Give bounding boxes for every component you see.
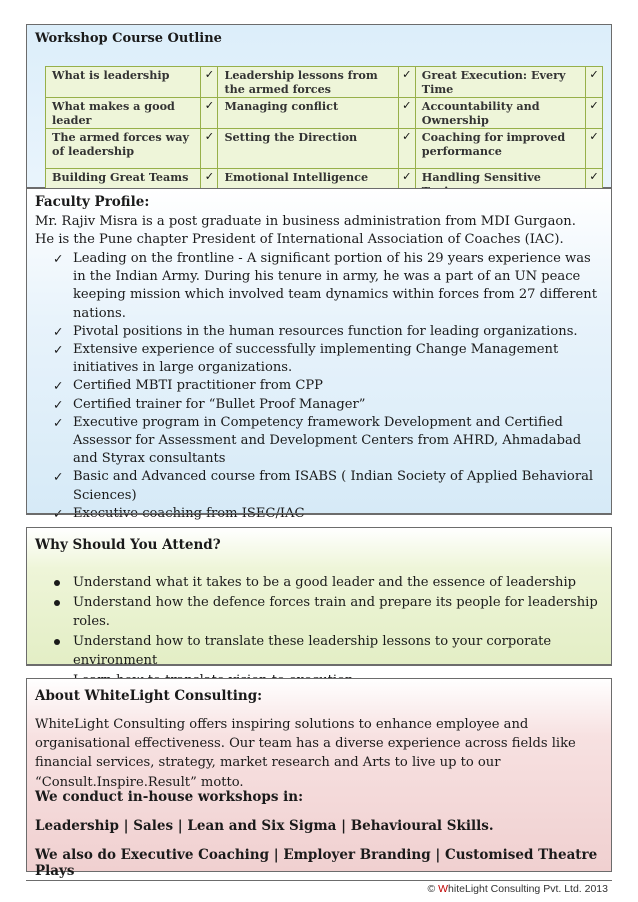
faculty-intro: [35, 213, 576, 249]
check-icon: ✓: [53, 414, 64, 430]
faculty-credential-text: Certified MBTI practitioner from CPP: [73, 378, 323, 394]
check-icon: ✓: [53, 396, 64, 412]
outline-topic: Coaching for improved performance: [415, 129, 585, 169]
why-attend-text: Understand how to translate these leadership lessons to your corporate environment: [73, 633, 552, 669]
faculty-credential-item: [35, 377, 605, 395]
faculty-credential-text: Basic and Advanced course from ISABS ( Indian Society of Applied Behavioral Sciences): [73, 469, 594, 503]
check-icon: ✓: [586, 67, 603, 98]
outline-topic: Accountability and Ownership: [415, 98, 585, 129]
why-attend-section: [26, 527, 612, 669]
faculty-credential-text: Executive program in Competency framework Development and Certified Assessor for Assessment and Development Centers from AHRD, Ahmadabad and Styrax consultants: [73, 414, 582, 467]
check-icon: ✓: [201, 67, 218, 98]
faculty-credential-item: [35, 250, 605, 323]
faculty-credential-item: [35, 396, 605, 414]
about-section: [26, 678, 612, 879]
check-icon: ✓: [53, 251, 64, 266]
check-icon: ✓: [398, 169, 415, 200]
why-attend-title: Why Should You Attend?: [35, 537, 221, 553]
faculty-intro-line-2: He is the Pune chapter President of International Association of Coaches (IAC).: [35, 232, 564, 248]
outline-topic: What is leadership: [46, 67, 201, 98]
outline-topic: Leadership lessons from the armed forces: [218, 67, 398, 98]
faculty-credential-text: Certified trainer for “Bullet Proof Manager”: [73, 396, 366, 412]
outline-row: [46, 67, 603, 98]
faculty-credentials-list: [35, 250, 605, 523]
faculty-credential-item: [35, 323, 605, 341]
outline-row: [46, 129, 603, 169]
faculty-credential-text: Pivotal positions in the human resources function for leading organizations.: [73, 323, 578, 339]
outline-topic: Emotional Intelligence: [218, 169, 398, 200]
bullet-icon: [54, 600, 60, 606]
check-icon: ✓: [53, 469, 64, 485]
faculty-credential-text: Executive coaching from ISEC/IAC: [73, 505, 305, 521]
faculty-intro-line-1: Mr. Rajiv Misra is a post graduate in business administration from MDI Gurgaon.: [35, 214, 576, 229]
check-icon: ✓: [53, 342, 64, 358]
divider: [26, 664, 612, 665]
check-icon: ✓: [586, 169, 603, 200]
outline-topic: What makes a good leader: [46, 98, 201, 129]
outline-topic: Great Execution: Every Time: [415, 67, 585, 98]
check-icon: ✓: [398, 129, 415, 169]
copyright-footer: [427, 883, 608, 895]
why-attend-text: Understand what it takes to be a good leader and the essence of leadership: [73, 575, 577, 590]
check-icon: ✓: [586, 98, 603, 129]
why-attend-list: [35, 573, 605, 691]
outline-topic: Building Great Teams: [46, 169, 201, 200]
check-icon: ✓: [201, 169, 218, 200]
check-icon: ✓: [201, 98, 218, 129]
why-attend-text: Understand how the defence forces train and prepare its people for leadership roles.: [73, 594, 598, 630]
course-outline-title: Workshop Course Outline: [35, 31, 222, 46]
brand-initial: W: [438, 883, 449, 895]
divider: [26, 513, 612, 514]
outline-topic: The armed forces way of leadership: [46, 129, 201, 169]
about-body: WhiteLight Consulting offers inspiring solutions to enhance employee and organisational effectiveness. Our team has a diverse experience across fields like financial services, strategy, market research and Arts to live up to our “Consult.Inspire.Result” motto.: [35, 717, 576, 790]
outline-row: [46, 98, 603, 129]
faculty-credential-item: [35, 468, 605, 504]
faculty-credential-item: [35, 414, 605, 469]
outline-topic: Handling Sensitive: [415, 169, 585, 200]
check-icon: ✓: [201, 129, 218, 169]
other-services: We also do Executive Coaching | Employer Branding | Customised Theatre Plays: [35, 847, 598, 879]
faculty-credential-text: Extensive experience of successfully implementing Change Management initiatives in large organizations.: [73, 342, 559, 376]
workshop-topics: Leadership | Sales | Lean and Six Sigma | Behavioural Skills.: [35, 818, 494, 834]
check-icon: ✓: [398, 98, 415, 129]
faculty-credential-text: Leading on the frontline - A significant portion of his 29 years experience was in the Indian Army. During his tenure in army, he was a part of an UN peace keeping mission which involved team dynamics within forces from 27 different nations.: [73, 251, 597, 321]
faculty-profile-title: Faculty Profile:: [35, 194, 150, 210]
bullet-icon: [54, 580, 60, 586]
course-outline-section: [26, 24, 612, 188]
check-icon: ✓: [53, 323, 64, 339]
outline-topic: Setting the Direction: [218, 129, 398, 169]
outline-topic: Managing conflict: [218, 98, 398, 129]
footer-divider: [26, 880, 612, 881]
why-attend-item: [35, 573, 605, 593]
copyright-symbol: ©: [427, 883, 439, 895]
why-attend-item: [35, 632, 605, 671]
copyright-text: hiteLight Consulting Pvt. Ltd. 2013: [448, 883, 608, 895]
course-outline-table: [45, 66, 603, 200]
check-icon: ✓: [53, 505, 64, 521]
check-icon: ✓: [398, 67, 415, 98]
check-icon: ✓: [53, 378, 64, 394]
faculty-profile-section: [26, 188, 612, 521]
faculty-credential-item: [35, 341, 605, 377]
about-title: About WhiteLight Consulting:: [35, 688, 263, 704]
why-attend-item: [35, 593, 605, 632]
workshops-heading: We conduct in-house workshops in:: [35, 789, 304, 805]
bullet-icon: [54, 639, 60, 645]
check-icon: ✓: [586, 129, 603, 169]
